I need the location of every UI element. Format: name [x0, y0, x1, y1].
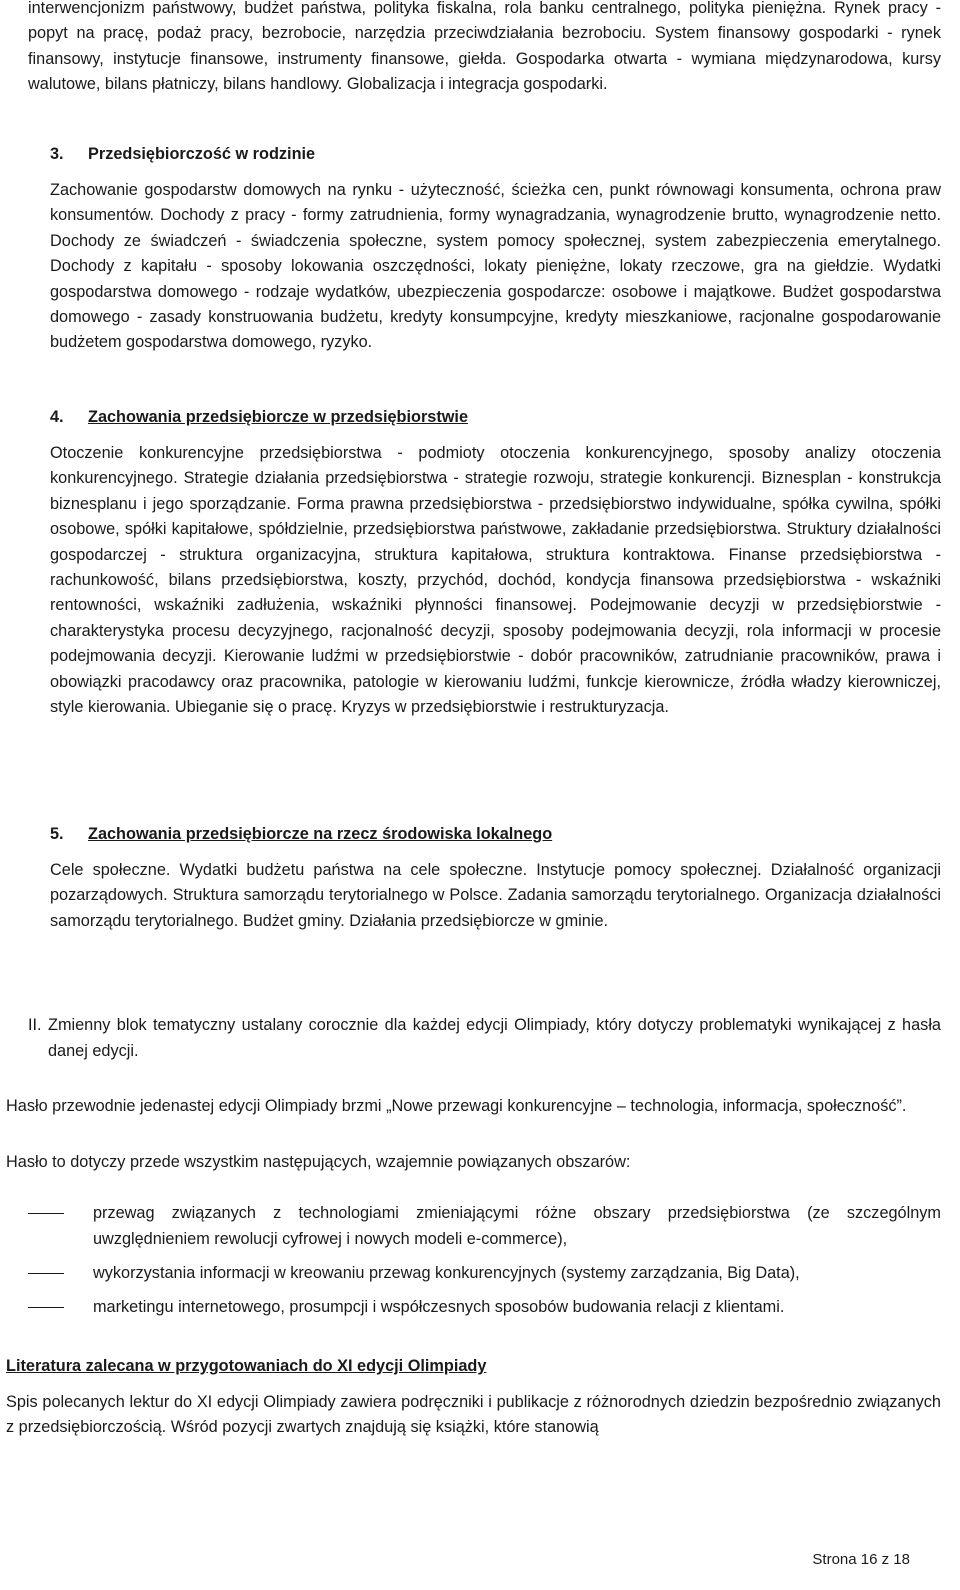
section-3-heading [50, 142, 315, 166]
section-4-heading [50, 405, 468, 429]
list-item-text: wykorzystania informacji w kreowaniu przewag konkurencyjnych (systemy zarządzania, Big Data), [93, 1264, 800, 1282]
part-two-numeral: II. [28, 1016, 42, 1034]
section-5-number: 5. [50, 825, 64, 843]
section-4-number: 4. [50, 408, 64, 426]
top-paragraph: interwencjonizm państwowy, budżet państwa, polityka fiskalna, rola banku centralnego, polityka pieniężna. Rynek pracy - popyt na pracę, podaż pracy, bezrobocie, narzędzia przeciwdziałania bezrobociu. System finansowy gospodarki - rynek finansowy, instytucje finansowe, instrumenty finansowe, giełda. Gospodarka otwarta - wymiana międzynarodowa, kursy walutowe, bilans płatniczy, bilans handlowy. Globalizacja i integracja gospodarki. [28, 0, 941, 94]
list-item-text: marketingu internetowego, prosumpcji i współczesnych sposobów budowania relacji z klientami. [93, 1298, 785, 1316]
literature-heading: Literatura zalecana w przygotowaniach do XI edycji Olimpiady [6, 1357, 487, 1375]
section-5-heading [50, 822, 552, 846]
section-4-title: Zachowania przedsiębiorcze w przedsiębiorstwie [88, 408, 469, 426]
list-item-text: przewag związanych z technologiami zmieniającymi różne obszary przedsiębiorstwa (ze szczególnym uwzględnieniem rewolucji cyfrowej i nowych modeli e-commerce), [93, 1204, 941, 1248]
dash-bullet [28, 1307, 64, 1308]
section-3-number: 3. [50, 145, 64, 163]
part-two-text: Zmienny blok tematyczny ustalany corocznie dla każdej edycji Olimpiady, który dotyczy problematyki wynikającej z hasła danej edycji. [48, 1016, 941, 1060]
areas-list [28, 1200, 941, 1328]
section-3-title: Przedsiębiorczość w rodzinie [88, 145, 316, 163]
section-5-body: Cele społeczne. Wydatki budżetu państwa na cele społeczne. Instytucje pomocy społecznej. Działalność organizacji pozarządowych. Struktura samorządu terytorialnego w Polsce. Zadania samorządu terytorialnego. Organizacja działalności samorządu terytorialnego. Budżet gminy. Działania przedsiębiorcze w gminie. [50, 861, 941, 930]
dash-bullet [28, 1213, 64, 1214]
list-item [28, 1200, 941, 1252]
section-5-title: Zachowania przedsiębiorcze na rzecz środowiska lokalnego [88, 825, 553, 843]
section-3-body: Zachowanie gospodarstw domowych na rynku - użyteczność, ścieżka cen, punkt równowagi konsumenta, ochrona praw konsumentów. Dochody z pracy - formy zatrudnienia, formy wynagradzania, wynagrodzenie brutto, wynagrodzenie netto. Dochody ze świadczeń - świadczenia społeczne, system pomocy społecznej, system zabezpieczenia emerytalnego. Dochody z kapitału - sposoby lokowania oszczędności, lokaty pieniężne, lokaty rzeczowe, gra na giełdzie. Wydatki gospodarstwa domowego - rodzaje wydatków, ubezpieczenia gospodarcze: osobowe i majątkowe. Budżet gospodarstwa domowego - zasady konstruowania budżetu, kredyty konsumpcyjne, kredyty mieszkaniowe, racjonalne gospodarowanie budżetem gospodarstwa domowego, ryzyko. [50, 181, 941, 352]
page-number: Strona 16 z 18 [812, 1551, 910, 1568]
literature-paragraph: Spis polecanych lektur do XI edycji Olimpiady zawiera podręczniki i publikacje z różnorodnych dziedzin bezpośrednio związanych z przedsiębiorczością. Wśród pozycji zwartych znajdują się książki, które stanowią [6, 1393, 941, 1437]
areas-intro: Hasło to dotyczy przede wszystkim następujących, wzajemnie powiązanych obszarów: [6, 1153, 631, 1171]
list-item [28, 1294, 941, 1320]
section-4-body: Otoczenie konkurencyjne przedsiębiorstwa - podmioty otoczenia konkurencyjnego, sposoby analizy otoczenia konkurencyjnego. Strategie działania przedsiębiorstwa - strategie rozwoju, strategie konkurencji. Biznesplan - konstrukcja biznesplanu i jego sporządzanie. Forma prawna przedsiębiorstwa - przedsiębiorstwo indywidualne, spółka cywilna, spółki osobowe, spółki kapitałowe, spółdzielnie, przedsiębiorstwa państwowe, zakładanie przedsiębiorstwa. Struktury działalności gospodarczej - struktura organizacyjna, struktura kapitałowa, struktura kontraktowa. Finanse przedsiębiorstwa - rachunkowość, bilans przedsiębiorstwa, koszty, przychód, dochód, kondycja finansowa przedsiębiorstwa - wskaźniki rentowności, wskaźniki zadłużenia, wskaźniki płynności finansowej. Podejmowanie decyzji w przedsiębiorstwie - charakterystyka procesu decyzyjnego, racjonalność decyzji, sposoby podejmowania decyzji, rola informacji w procesie podejmowania decyzji. Kierowanie ludźmi w przedsiębiorstwie - dobór pracowników, zatrudnianie pracowników, prawa i obowiązki pracodawcy oraz pracownika, patologie w kierowaniu ludźmi, funkcje kierownicze, źródła władzy kierowniczej, style kierowania. Ubieganie się o pracę. Kryzys w przedsiębiorstwie i restrukturyzacja. [50, 444, 941, 717]
list-item [28, 1260, 941, 1286]
dash-bullet [28, 1273, 64, 1274]
motto-paragraph: Hasło przewodnie jedenastej edycji Olimpiady brzmi „Nowe przewagi konkurencyjne – technologia, informacja, społeczność”. [6, 1097, 907, 1115]
